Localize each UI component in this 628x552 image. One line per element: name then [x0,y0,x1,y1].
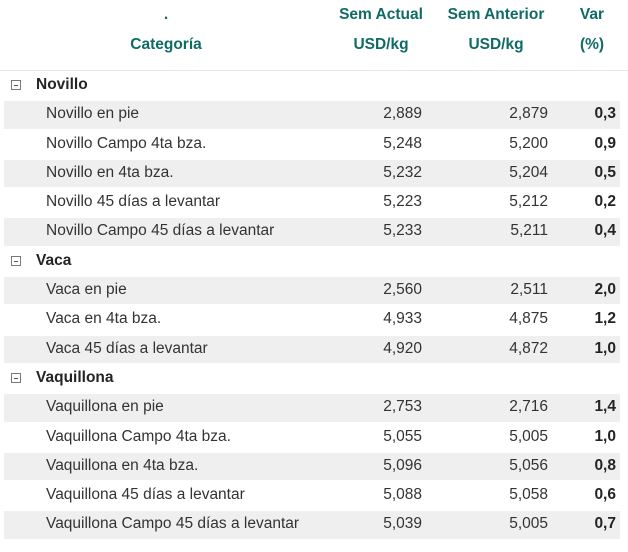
table-row[interactable] [0,217,628,246]
row-previous-value: 2,879 [509,105,548,123]
row-category: Vaquillona 45 días a levantar [46,486,245,504]
row-current-value: 4,920 [383,339,422,357]
column-header-previous-line1: Sem Anterior [447,6,545,23]
table-row[interactable] [0,159,628,188]
row-current-value: 2,889 [383,105,422,123]
column-header-var-line1: Var [579,6,605,23]
row-category: Vaquillona Campo 4ta bza. [46,427,231,445]
group-row [0,71,628,100]
row-previous-value: 5,005 [509,515,548,533]
row-current-value: 5,096 [383,456,422,474]
row-current-value: 5,232 [383,163,422,181]
row-previous-value: 5,200 [509,134,548,152]
row-current-value: 5,233 [383,222,422,240]
row-category: Novillo Campo 45 días a levantar [46,222,275,240]
row-previous-value: 5,058 [509,486,548,504]
row-previous-value: 4,875 [509,310,548,328]
row-category: Vaquillona en 4ta bza. [46,456,199,474]
table-row[interactable] [0,188,628,217]
row-previous-value: 4,872 [509,339,548,357]
row-variation: 0,6 [594,486,616,504]
row-category: Vaca en pie [46,281,127,299]
column-header-category-dot: . [163,6,169,23]
row-category: Vaca en 4ta bza. [46,310,162,328]
row-current-value: 5,039 [383,515,422,533]
row-previous-value: 2,716 [509,398,548,416]
row-variation: 0,4 [594,222,616,240]
column-header-variation[interactable] [566,0,618,70]
column-header-previous-line2: USD/kg [468,36,524,53]
row-current-value: 2,560 [383,281,422,299]
table-row[interactable] [0,423,628,452]
row-category: Vaquillona en pie [46,398,164,416]
row-category: Vaca 45 días a levantar [46,339,208,357]
collapse-toggle-icon[interactable] [11,256,21,266]
table-row[interactable] [0,276,628,305]
group-row [0,247,628,276]
row-previous-value: 5,204 [509,163,548,181]
collapse-toggle-icon[interactable] [11,373,21,383]
row-variation: 2,0 [594,281,616,299]
column-header-var-line2: (%) [579,36,605,53]
column-header-current-week[interactable] [334,0,428,70]
row-current-value: 5,248 [383,134,422,152]
column-header-current-line1: Sem Actual [339,6,423,23]
row-current-value: 5,055 [383,427,422,445]
row-current-value: 4,933 [383,310,422,328]
row-category: Novillo 45 días a levantar [46,193,221,211]
table-row[interactable] [0,100,628,129]
table-row[interactable] [0,335,628,364]
table-header [0,0,628,71]
table-row[interactable] [0,452,628,481]
row-variation: 0,8 [594,456,616,474]
row-current-value: 5,223 [383,193,422,211]
group-name: Vaquillona [36,368,114,386]
row-category: Vaquillona Campo 45 días a levantar [46,515,300,533]
row-variation: 0,3 [594,105,616,123]
row-variation: 0,9 [594,134,616,152]
row-previous-value: 5,211 [510,222,548,240]
table-row[interactable] [0,393,628,422]
row-variation: 0,5 [594,163,616,181]
row-variation: 0,2 [594,193,616,211]
table-body [0,71,628,540]
collapse-toggle-icon[interactable] [11,80,21,90]
table-row[interactable] [0,130,628,159]
row-variation: 1,2 [594,310,616,328]
table-row[interactable] [0,510,628,539]
row-previous-value: 2,511 [510,281,548,299]
row-variation: 1,0 [594,339,616,357]
row-variation: 1,4 [594,398,616,416]
row-variation: 1,0 [594,427,616,445]
row-category: Novillo Campo 4ta bza. [46,134,207,152]
row-previous-value: 5,056 [509,456,548,474]
column-header-category-label: Categoría [130,36,202,53]
row-current-value: 5,088 [383,486,422,504]
row-previous-value: 5,212 [509,193,548,211]
table-row[interactable] [0,305,628,334]
column-header-previous-week[interactable] [440,0,552,70]
column-header-category[interactable] [100,0,232,70]
group-name: Vaca [36,251,72,269]
row-current-value: 2,753 [383,398,422,416]
row-variation: 0,7 [594,515,616,533]
row-category: Novillo en pie [46,105,140,123]
row-category: Novillo en 4ta bza. [46,163,174,181]
table-row[interactable] [0,481,628,510]
column-header-current-line2: USD/kg [353,36,409,53]
group-row [0,364,628,393]
row-previous-value: 5,005 [509,427,548,445]
group-name: Novillo [36,76,88,93]
